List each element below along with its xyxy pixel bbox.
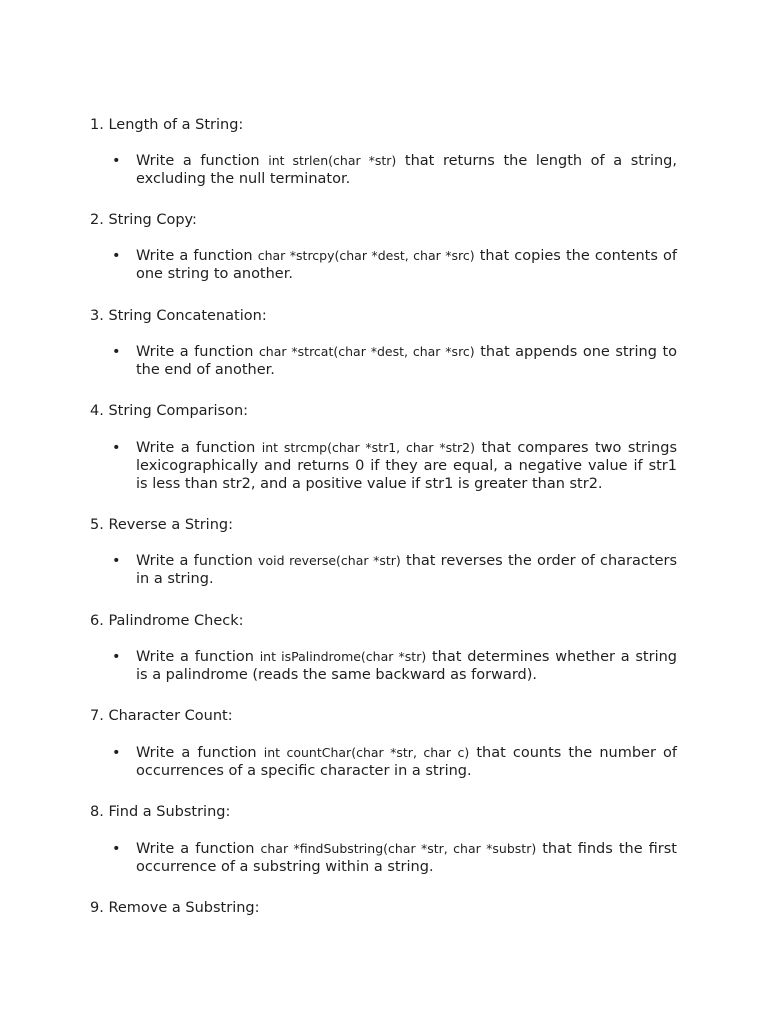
item-5-before: Write a function [136, 553, 253, 569]
item-9-heading: 9. Remove a Substring: [90, 900, 260, 916]
item-2-bullet: • [112, 248, 121, 264]
item-6-before: Write a function [136, 649, 254, 665]
item-3-bullet: • [112, 344, 121, 360]
item-3-description [136, 343, 677, 379]
item-8-after: that finds the first occurrence of a substring within a string. [136, 841, 677, 875]
item-8-heading: 8. Find a Substring: [90, 804, 231, 820]
item-6-heading: 6. Palindrome Check: [90, 613, 244, 629]
item-7-before: Write a function [136, 745, 257, 761]
item-8-before: Write a function [136, 841, 255, 857]
item-7-description [136, 744, 677, 780]
item-6-bullet: • [112, 649, 121, 665]
item-1-description [136, 152, 677, 188]
item-7-code: int countChar(char *str, char c) [263, 745, 470, 760]
item-6-description [136, 648, 677, 684]
item-3-before: Write a function [136, 344, 254, 360]
item-1-after: that returns the length of a string, excluding the null terminator. [136, 153, 677, 187]
item-2-description [136, 247, 677, 283]
item-3-heading: 3. String Concatenation: [90, 308, 267, 324]
item-5-description [136, 552, 677, 588]
item-5-code: void reverse(char *str) [258, 553, 401, 568]
item-1-code: int strlen(char *str) [268, 153, 397, 168]
item-4-code: int strcmp(char *str1, char *str2) [261, 440, 475, 455]
item-4-description [136, 439, 677, 493]
item-7-after: that counts the number of occurrences of a specific character in a string. [136, 745, 678, 779]
item-8-bullet: • [112, 841, 121, 857]
item-2-after: that copies the contents of one string to another. [136, 248, 677, 282]
item-2-code: char *strcpy(char *dest, char *src) [257, 248, 475, 263]
item-6-after: that determines whether a string is a palindrome (reads the same backward as forward). [136, 649, 677, 683]
item-4-heading: 4. String Comparison: [90, 403, 249, 419]
item-5-after: that reverses the order of characters in a string. [136, 553, 678, 587]
item-8-code: char *findSubstring(char *str, char *substr) [260, 841, 537, 856]
item-3-code: char *strcat(char *dest, char *src) [258, 344, 475, 359]
item-2-heading: 2. String Copy: [90, 212, 197, 228]
item-2-before: Write a function [136, 248, 253, 264]
item-1-bullet: • [112, 153, 121, 169]
item-7-heading: 7. Character Count: [90, 708, 233, 724]
item-4-before: Write a function [136, 440, 256, 456]
item-5-heading: 5. Reverse a String: [90, 517, 233, 533]
item-8-description [136, 840, 677, 876]
item-6-code: int isPalindrome(char *str) [259, 649, 427, 664]
item-4-bullet: • [112, 440, 121, 456]
item-1-before: Write a function [136, 153, 260, 169]
item-1-heading: 1. Length of a String: [90, 117, 244, 133]
item-3-after: that appends one string to the end of another. [136, 344, 678, 378]
item-7-bullet: • [112, 745, 121, 761]
item-4-after: that compares two strings lexicographically and returns 0 if they are equal, a negative value if str1 is less than str2, and a positive value if str1 is greater than str2. [136, 440, 677, 492]
item-5-bullet: • [112, 553, 121, 569]
